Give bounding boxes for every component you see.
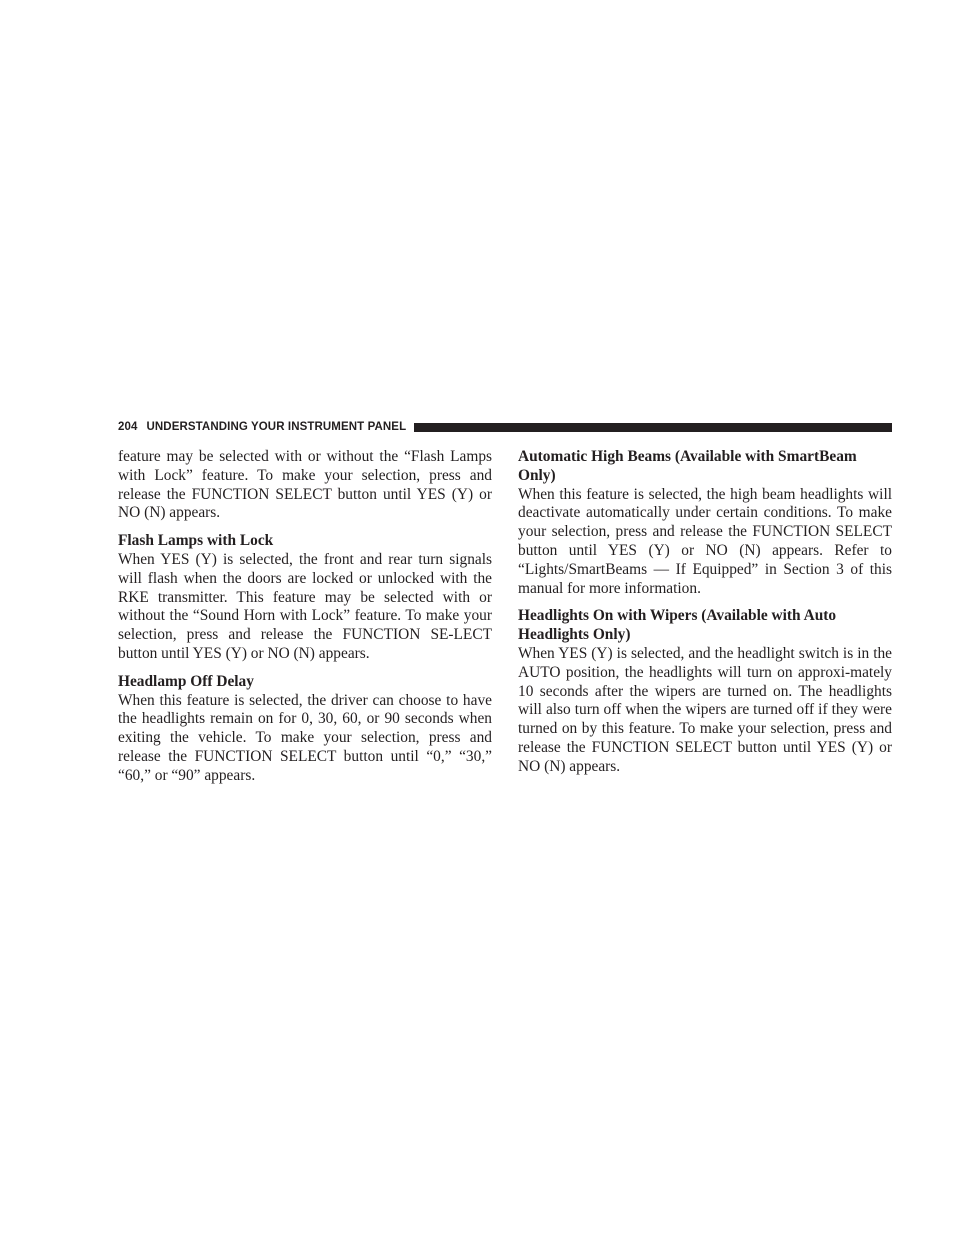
left-column [118, 448, 492, 795]
section-body: When YES (Y) is selected, the front and rear turn signals will flash when the doors are locked or unlocked with the RKE transmitter. This feature may be selected with or without the “Sound Horn with Lock” feature. To make your selection, press and release the FUNCTION SE-LECT button until YES (Y) or NO (N) appears. [118, 550, 492, 662]
headlights-on-with-wipers-section [518, 607, 892, 776]
section-body: When this feature is selected, the driver can choose to have the headlights remain on for 0, 30, 60, or 90 seconds when exiting the vehicle. To make your selection, press and release the FUNCTION SELECT button until “0,” “30,” “60,” or “90” appears. [118, 691, 492, 784]
flash-lamps-section [118, 532, 492, 664]
right-column [518, 448, 892, 786]
page-header [118, 419, 892, 435]
intro-section [118, 448, 492, 523]
section-body: When YES (Y) is selected, and the headlight switch is in the AUTO position, the headlights will turn on approxi-mately 10 seconds after the wipers are turned on. The headlights will also turn off when the wipers are turned off if they were turned on by this feature. To make your selection, press and release the FUNCTION SELECT button until YES (Y) or NO (N) appears. [518, 644, 892, 775]
section-heading: Automatic High Beams (Available with SmartBeam Only) [518, 448, 857, 484]
section-heading: Headlamp Off Delay [118, 672, 254, 690]
headlamp-off-delay-section [118, 673, 492, 786]
automatic-high-beams-section [518, 448, 892, 598]
running-title: UNDERSTANDING YOUR INSTRUMENT PANEL [146, 421, 407, 433]
intro-paragraph: feature may be selected with or without the “Flash Lamps with Lock” feature. To make your selection, press and release the FUNCTION SELECT button until YES (Y) or NO (N) appears. [118, 448, 492, 522]
header-rule [414, 423, 892, 432]
section-heading: Headlights On with Wipers (Available with Auto Headlights Only) [518, 607, 837, 644]
section-body: When this feature is selected, the high beam headlights will deactivate automatically under certain conditions. To make your selection, press and release the FUNCTION SELECT button until YES (Y) or NO (N) appears. Refer to “Lights/SmartBeams — If Equipped” in Section 3 of this manual for more information. [518, 485, 892, 597]
page-number: 204 [118, 421, 138, 433]
section-heading: Flash Lamps with Lock [118, 532, 274, 550]
